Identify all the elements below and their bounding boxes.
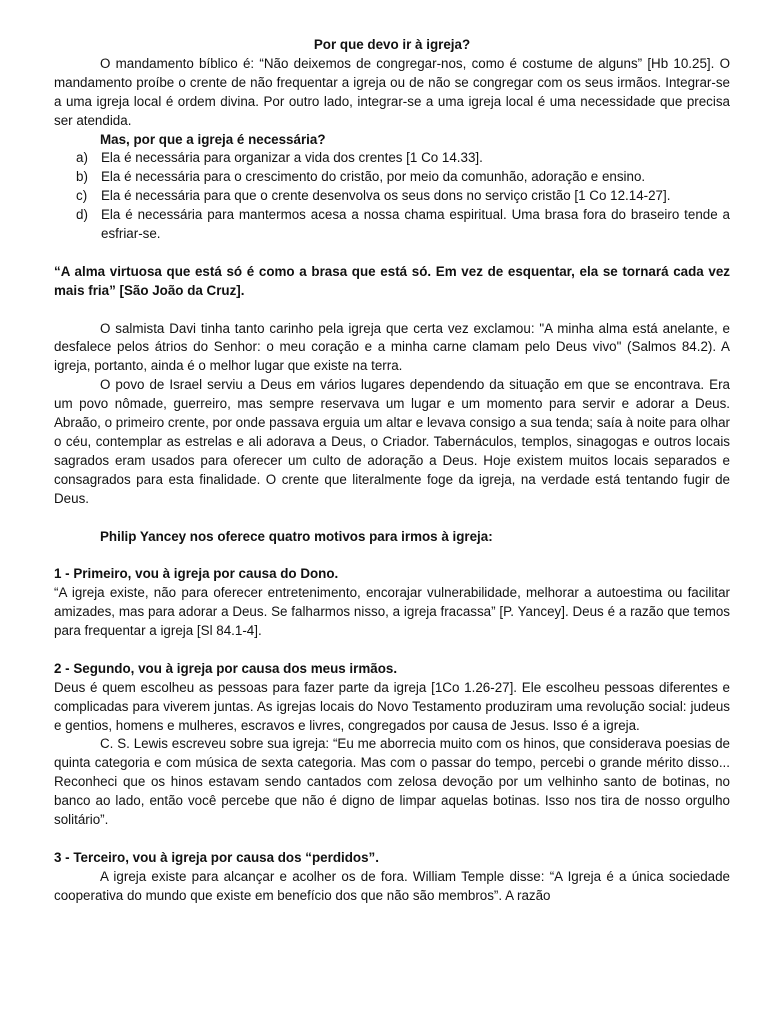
document-page bbox=[54, 36, 730, 906]
spacer bbox=[54, 244, 730, 263]
list-marker: c) bbox=[76, 188, 88, 204]
spacer bbox=[54, 641, 730, 660]
page-title: Por que devo ir à igreja? bbox=[313, 37, 471, 52]
list-item-text: Ela é necessária para o crescimento do cristão, por meio da comunhão, adoração e ensino. bbox=[101, 169, 646, 185]
list-item-text: Ela é necessária para organizar a vida dos crentes [1 Co 14.33]. bbox=[101, 150, 483, 166]
saint-john-quote: “A alma virtuosa que está só é como a brasa que está só. Em vez de esquentar, ela se tornará cada vez mais fria” [São João da Cruz]. bbox=[54, 263, 730, 298]
lewis-paragraph: C. S. Lewis escreveu sobre sua igreja: “Eu me aborrecia muito com os hinos, que considerava poesias de quinta categoria e com música de sexta categoria. Mas com o passar do tempo, percebi o grande mérito disso... Reconheci que os hinos estavam sendo cantados com zelosa devoção por um velhinho santo de botinas, no banco ao lado, então você percebe que não é digno de limpar aquelas botinas. Isso nos tira de nosso orgulho solitário”. bbox=[54, 736, 730, 828]
spacer bbox=[54, 301, 730, 320]
list-item-text: Ela é necessária para mantermos acesa a nossa chama espiritual. Uma brasa fora do braseiro tende a esfriar-se. bbox=[101, 207, 730, 242]
list-item bbox=[54, 187, 730, 206]
motive-2-heading: 2 - Segundo, vou à igreja por causa dos meus irmãos. bbox=[54, 660, 398, 676]
list-marker: d) bbox=[76, 207, 88, 223]
david-paragraph: O salmista Davi tinha tanto carinho pela igreja que certa vez exclamou: "A minha alma está anelante, e desfalece pelos átrios do Senhor: o meu coração e a minha carne clamam pelo Deus vivo" (Salmos 84.2). A igreja, portanto, ainda é o melhor lugar que existe na terra. bbox=[54, 320, 730, 374]
spacer bbox=[54, 830, 730, 849]
spacer bbox=[54, 509, 730, 528]
motive-3-text: A igreja existe para alcançar e acolher os de fora. William Temple disse: “A Igreja é a única sociedade cooperativa do mundo que existe em benefício dos que não são membros”. A razão bbox=[54, 868, 730, 903]
list-item bbox=[54, 206, 730, 244]
intro-paragraph: O mandamento bíblico é: “Não deixemos de congregar-nos, como é costume de alguns” [Hb 10.25]. O mandamento proíbe o crente de não frequentar a igreja ou de não se congregar com os seus irmãos. Integrar-se a uma igreja local é ordem divina. Por outro lado, integrar-se a uma igreja local é uma necessidade que precisa ser atendida. bbox=[54, 55, 730, 128]
yancey-intro: Philip Yancey nos oferece quatro motivos para irmos à igreja: bbox=[100, 528, 493, 544]
question-heading: Mas, por que a igreja é necessária? bbox=[100, 131, 326, 147]
list-marker: b) bbox=[76, 169, 88, 185]
motive-1-heading: 1 - Primeiro, vou à igreja por causa do Dono. bbox=[54, 566, 339, 582]
motive-2-text: Deus é quem escolheu as pessoas para fazer parte da igreja [1Co 1.26-27]. Ele escolheu pessoas diferentes e complicadas para viverem juntas. As igrejas locais do Novo Testamento produziram uma revolução social: judeus e gentios, homens e mulheres, escravos e livres, congregados por causa de Jesus. Isso é a igreja. bbox=[54, 679, 730, 733]
motive-3-heading: 3 - Terceiro, vou à igreja por causa dos “perdidos”. bbox=[54, 849, 379, 865]
motive-1-text: “A igreja existe, não para oferecer entretenimento, encorajar vulnerabilidade, melhorar a autoestima ou facilitar amizades, mas para adorar a Deus. Se falharmos nisso, a igreja fracassa” [P. Yancey]. Deus é a razão que temos para frequentar a igreja [Sl 84.1-4]. bbox=[54, 585, 730, 639]
spacer bbox=[54, 546, 730, 565]
list-item-text: Ela é necessária para que o crente desenvolva os seus dons no serviço cristão [1 Co 12.14-27]. bbox=[101, 188, 671, 204]
reasons-list bbox=[54, 149, 730, 244]
list-item bbox=[54, 149, 730, 168]
list-marker: a) bbox=[76, 150, 88, 166]
israel-paragraph: O povo de Israel serviu a Deus em vários lugares dependendo da situação em que se encontrava. Era um povo nômade, guerreiro, mas sempre reservava um lugar e um momento para servir e adorar a Deus. Abraão, o primeiro crente, por onde passava erguia um altar e levava consigo a sua tenda; saía à noite para olhar o céu, contemplar as estrelas e ali adorava a Deus, o Criador. Tabernáculos, templos, sinagogas e outros locais sagrados eram usados para oferecer um culto de adoração a Deus. Hoje existem muitos locais separados e consagrados para esta finalidade. O crente que literalmente foge da igreja, na verdade está tentando fugir de Deus. bbox=[54, 377, 730, 506]
list-item bbox=[54, 168, 730, 187]
